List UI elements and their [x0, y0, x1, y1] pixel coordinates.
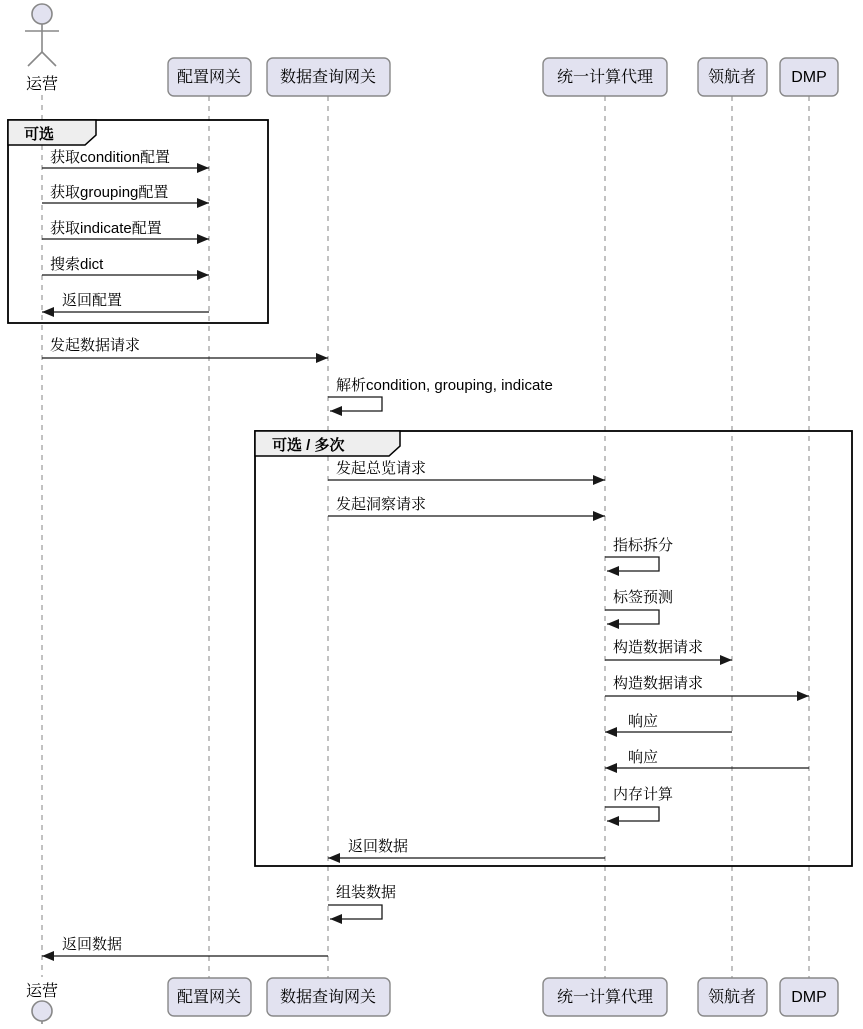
participant-unified-compute-agent-top — [543, 58, 667, 96]
message-label: 返回配置 — [62, 292, 123, 309]
self-message-arrow — [605, 557, 659, 571]
message-label: 获取condition配置 — [50, 149, 171, 166]
participant-navigator-top — [698, 58, 767, 96]
actor-head-icon — [32, 4, 52, 24]
frame-optional-loop-label: 可选 / 多次 — [272, 437, 345, 454]
participant-config-gateway-top — [168, 58, 251, 96]
participant-label: DMP — [791, 989, 827, 1006]
self-message-arrow — [605, 610, 659, 624]
message-label: 搜索dict — [50, 256, 104, 273]
participant-navigator-bottom — [698, 978, 767, 1016]
participant-label: DMP — [791, 69, 827, 86]
message-label: 发起洞察请求 — [336, 496, 427, 513]
actor-operator-top — [25, 4, 59, 66]
message-label: 组装数据 — [336, 884, 397, 901]
message-label: 返回数据 — [62, 936, 123, 953]
participant-label: 配置网关 — [176, 69, 242, 86]
participant-label: 数据查询网关 — [279, 69, 377, 86]
participant-unified-compute-agent-bottom — [543, 978, 667, 1016]
message-label: 发起数据请求 — [50, 337, 141, 354]
message-label: 解析condition, grouping, indicate — [336, 377, 553, 394]
frame-optional-label: 可选 — [24, 126, 55, 143]
message-label: 响应 — [628, 749, 659, 766]
participant-label: 领航者 — [707, 69, 757, 86]
message-label: 内存计算 — [613, 786, 674, 803]
participant-data-query-gateway-bottom — [267, 978, 390, 1016]
participant-dmp-bottom — [780, 978, 838, 1016]
participant-data-query-gateway-top — [267, 58, 390, 96]
actor-operator-bottom — [32, 1001, 52, 1024]
message-label: 获取indicate配置 — [50, 220, 162, 237]
participant-label: 配置网关 — [176, 989, 242, 1006]
message-label: 返回数据 — [348, 838, 409, 855]
self-message-arrow — [328, 905, 382, 919]
message-label: 获取grouping配置 — [50, 184, 169, 201]
actor-head-icon — [32, 1001, 52, 1021]
actor-operator-top-label: 运营 — [25, 76, 59, 93]
message-label: 构造数据请求 — [613, 675, 704, 692]
participant-label: 领航者 — [707, 989, 757, 1006]
participant-label: 统一计算代理 — [556, 989, 654, 1006]
participant-label: 数据查询网关 — [279, 989, 377, 1006]
actor-operator-bottom-label: 运营 — [25, 983, 59, 1000]
message-label: 指标拆分 — [613, 537, 674, 554]
message-label: 响应 — [628, 713, 659, 730]
self-message-arrow — [605, 807, 659, 821]
participant-config-gateway-bottom — [168, 978, 251, 1016]
participant-dmp-top — [780, 58, 838, 96]
participant-label: 统一计算代理 — [556, 69, 654, 86]
message-label: 构造数据请求 — [613, 639, 704, 656]
message-label: 标签预测 — [613, 589, 674, 606]
message-label: 发起总览请求 — [336, 460, 427, 477]
self-message-arrow — [328, 397, 382, 411]
